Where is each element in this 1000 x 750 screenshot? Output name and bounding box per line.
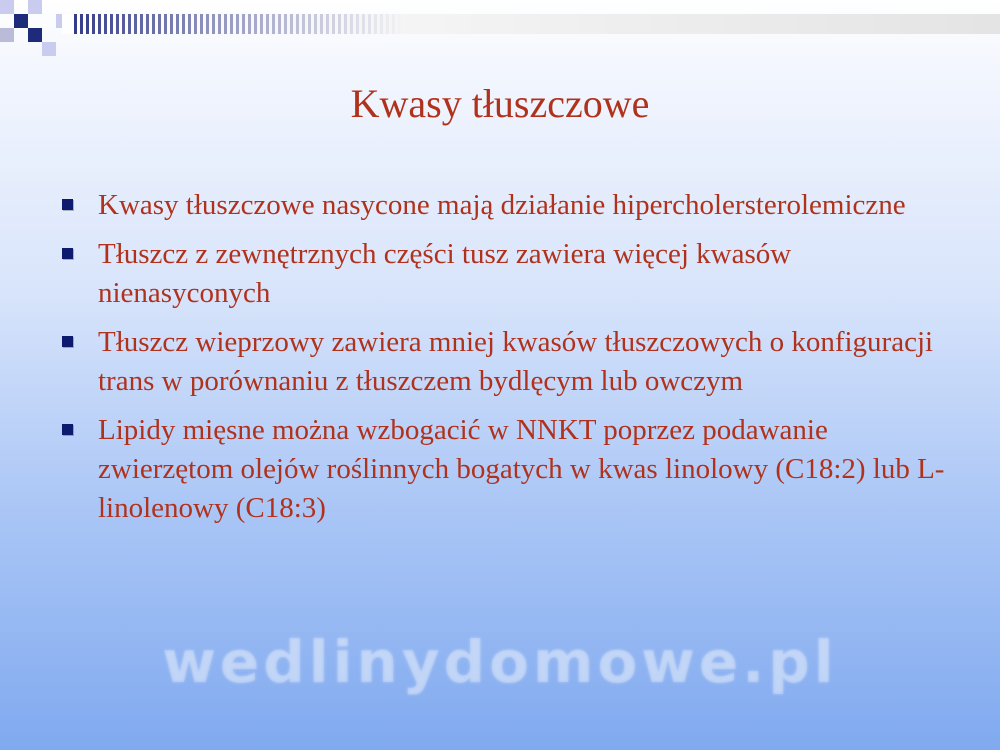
bullet-item bbox=[56, 186, 956, 225]
bullet-text: Kwasy tłuszczowe nasycone mają działanie hipercholersterolemiczne bbox=[98, 189, 906, 221]
bullet-item bbox=[56, 411, 956, 528]
bullet-text: Lipidy mięsne można wzbogacić w NNKT poprzez podawanie zwierzętom olejów roślinnych bogatych w kwas linolowy (C18:2) lub L-linolenowy (C18:3) bbox=[98, 414, 945, 524]
bullet-item bbox=[56, 235, 956, 313]
bullet-list bbox=[56, 186, 956, 538]
square-bullet-icon bbox=[62, 336, 73, 347]
header-checker-strip bbox=[74, 14, 404, 34]
corner-square bbox=[0, 28, 14, 42]
corner-square bbox=[42, 42, 56, 56]
bullet-item bbox=[56, 323, 956, 401]
square-bullet-icon bbox=[62, 199, 73, 210]
square-bullet-icon bbox=[62, 424, 73, 435]
bullet-text: Tłuszcz wieprzowy zawiera mniej kwasów tłuszczowych o konfiguracji trans w porównaniu z tłuszczem bydlęcym lub owczym bbox=[98, 326, 934, 397]
corner-square bbox=[0, 0, 14, 14]
corner-square bbox=[28, 0, 42, 14]
corner-square bbox=[14, 14, 28, 28]
slide-title: Kwasy tłuszczowe bbox=[350, 81, 650, 126]
square-bullet-icon bbox=[62, 248, 73, 259]
watermark: wedlinydomowe.pl bbox=[162, 628, 838, 696]
corner-square bbox=[28, 28, 42, 42]
bullet-text: Tłuszcz z zewnętrznych części tusz zawiera więcej kwasów nienasyconych bbox=[98, 238, 792, 309]
